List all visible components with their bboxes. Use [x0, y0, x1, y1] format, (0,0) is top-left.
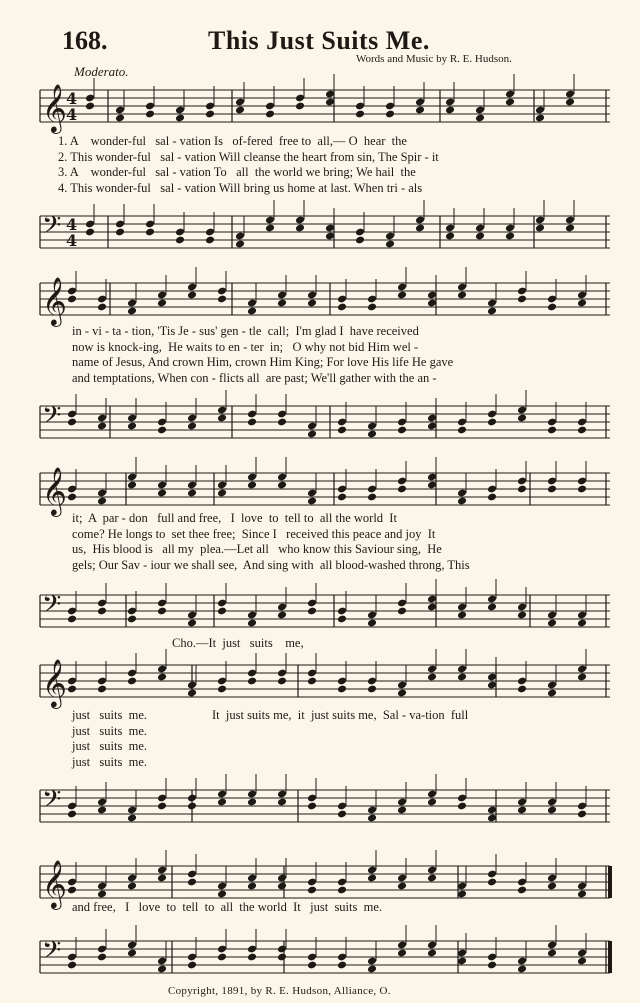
notehead — [577, 957, 587, 966]
verse-4-line: 4. This wonder-ful sal - vation Will bring us home at last. When tri - als — [58, 180, 423, 195]
notehead — [487, 603, 497, 612]
notehead — [157, 299, 167, 308]
notehead — [397, 291, 407, 300]
notehead — [217, 890, 227, 899]
notehead — [157, 965, 167, 974]
verse-2-line: now is knock-ing, He waits to en - ter in; O why not bid Him wel - — [72, 339, 419, 354]
notehead — [175, 114, 185, 123]
notehead — [487, 418, 497, 427]
notehead — [307, 430, 317, 439]
notehead — [127, 307, 137, 316]
notehead — [97, 422, 107, 431]
notehead — [577, 810, 587, 819]
verse-1-line: just suits me. — [72, 708, 148, 722]
bass-staff-1 — [0, 208, 640, 258]
notehead — [277, 677, 287, 686]
notehead — [517, 806, 527, 815]
notehead — [277, 418, 287, 427]
notehead — [547, 426, 557, 435]
notehead — [205, 236, 215, 245]
notehead — [517, 295, 527, 304]
treble-clef-icon: 𝄞 — [42, 859, 67, 908]
notehead — [367, 965, 377, 974]
notehead — [277, 798, 287, 807]
lyrics-block-3 — [72, 511, 470, 573]
treble-clef-icon: 𝄞 — [42, 276, 67, 325]
notehead — [397, 426, 407, 435]
notehead — [247, 619, 257, 628]
notehead — [337, 961, 347, 970]
notehead — [385, 110, 395, 119]
notehead — [367, 619, 377, 628]
notehead — [385, 240, 395, 249]
notehead — [517, 485, 527, 494]
notehead — [307, 677, 317, 686]
notehead — [97, 953, 107, 962]
notehead — [415, 106, 425, 115]
notehead — [307, 497, 317, 506]
notehead — [397, 485, 407, 494]
notehead — [115, 228, 125, 237]
notehead — [217, 953, 227, 962]
lyrics-block-4 — [72, 708, 147, 770]
notehead — [145, 110, 155, 119]
notehead — [307, 299, 317, 308]
chorus-label: Cho.—It just suits me, — [172, 636, 304, 650]
notehead — [217, 607, 227, 616]
notehead — [427, 673, 437, 682]
bass-staff-3 — [0, 587, 640, 637]
notehead — [235, 240, 245, 249]
notehead — [355, 110, 365, 119]
notehead — [67, 961, 77, 970]
copyright-line: Copyright, 1891, by R. E. Hudson, Alliance, O. — [168, 985, 391, 997]
notehead — [457, 611, 467, 620]
notehead — [475, 232, 485, 241]
bass-clef-icon: 𝄢 — [42, 401, 62, 436]
treble-staff-3 — [0, 465, 640, 515]
notehead — [157, 489, 167, 498]
bass-clef-icon: 𝄢 — [42, 590, 62, 625]
treble-staff-2 — [0, 275, 640, 325]
notehead — [187, 802, 197, 811]
notehead — [505, 232, 515, 241]
treble-staff-1 — [0, 82, 640, 132]
notehead — [337, 615, 347, 624]
treble-staff-4 — [0, 657, 640, 707]
chorus-lyric: It just suits me, it just suits me, Sal - va-tion full — [212, 708, 469, 722]
credit-line: Words and Music by R. E. Hudson. — [356, 53, 512, 65]
notehead — [445, 106, 455, 115]
time-signature-digit: 4 — [66, 231, 78, 250]
notehead — [247, 307, 257, 316]
notehead — [367, 493, 377, 502]
notehead — [127, 615, 137, 624]
notehead — [295, 224, 305, 233]
verse-4-line: just suits me. — [72, 754, 148, 769]
notehead — [565, 224, 575, 233]
notehead — [475, 114, 485, 123]
notehead — [157, 607, 167, 616]
notehead — [535, 114, 545, 123]
notehead — [187, 961, 197, 970]
verse-1-line: it; A par - don full and free, I love to tell to all the world It — [72, 511, 397, 525]
notehead — [97, 607, 107, 616]
notehead — [565, 98, 575, 107]
hymn-title: This Just Suits Me. — [208, 26, 430, 55]
notehead — [127, 882, 137, 891]
notehead — [175, 236, 185, 245]
notehead — [157, 673, 167, 682]
notehead — [217, 414, 227, 423]
notehead — [145, 228, 155, 237]
notehead — [427, 949, 437, 958]
notehead — [277, 882, 287, 891]
notehead — [277, 481, 287, 490]
notehead — [247, 418, 257, 427]
notehead — [217, 489, 227, 498]
notehead — [187, 619, 197, 628]
notehead — [577, 673, 587, 682]
notehead — [337, 426, 347, 435]
notehead — [217, 685, 227, 694]
notehead — [67, 810, 77, 819]
notehead — [487, 307, 497, 316]
notehead — [97, 685, 107, 694]
notehead — [127, 949, 137, 958]
treble-clef-icon: 𝄞 — [42, 658, 67, 707]
notehead — [67, 615, 77, 624]
time-signature-digit: 4 — [66, 105, 78, 124]
notehead — [535, 224, 545, 233]
notehead — [187, 489, 197, 498]
notehead — [397, 607, 407, 616]
notehead — [517, 886, 527, 895]
notehead — [577, 426, 587, 435]
bass-clef-icon: 𝄢 — [42, 785, 62, 820]
notehead — [577, 890, 587, 899]
notehead — [337, 303, 347, 312]
notehead — [367, 874, 377, 883]
notehead — [307, 961, 317, 970]
notehead — [517, 685, 527, 694]
verse-2-line: 2. This wonder-ful sal - vation Will cleanse the heart from sin, The Spir - it — [58, 149, 439, 164]
verse-3-line: 3. A wonder-ful sal - vation To all the world we bring; We hail the — [58, 165, 416, 180]
notehead — [265, 224, 275, 233]
verse-1-line: 1. A wonder-ful sal - vation Is of-fered free to all,— O hear the — [58, 134, 407, 148]
notehead — [97, 890, 107, 899]
notehead — [427, 874, 437, 883]
notehead — [547, 303, 557, 312]
verse-3-line: us, His blood is all my plea.—Let all who know this Saviour sing, He — [72, 542, 442, 557]
bass-clef-icon: 𝄢 — [42, 936, 62, 971]
verse-4-line: and temptations, When con - flicts all are past; We'll gather with the an - — [72, 370, 437, 385]
bass-staff-5 — [0, 933, 640, 983]
verse-1-line: in - vi - ta - tion, 'Tis Je - sus' gen - tle call; I'm glad I have received — [72, 324, 419, 338]
chorus-final-line: and free, I love to tell to all the world It just suits me. — [72, 900, 383, 914]
notehead — [187, 689, 197, 698]
notehead — [247, 882, 257, 891]
notehead — [277, 953, 287, 962]
notehead — [487, 961, 497, 970]
treble-clef-icon: 𝄞 — [42, 466, 67, 515]
notehead — [547, 485, 557, 494]
lyrics-block-2 — [72, 324, 453, 386]
notehead — [547, 882, 557, 891]
lyrics-block-5 — [72, 900, 382, 916]
notehead — [355, 236, 365, 245]
notehead — [115, 114, 125, 123]
notehead — [85, 102, 95, 111]
notehead — [487, 878, 497, 887]
notehead — [187, 878, 197, 887]
notehead — [247, 798, 257, 807]
notehead — [337, 886, 347, 895]
notehead — [307, 607, 317, 616]
notehead — [85, 228, 95, 237]
notehead — [157, 874, 167, 883]
notehead — [397, 806, 407, 815]
verse-2-line: come? He longs to set thee free; Since I received this peace and joy It — [72, 526, 436, 541]
notehead — [367, 430, 377, 439]
lyrics-block-1 — [58, 134, 439, 196]
notehead — [235, 106, 245, 115]
notehead — [277, 299, 287, 308]
notehead — [265, 110, 275, 119]
notehead — [67, 493, 77, 502]
notehead — [247, 677, 257, 686]
notehead — [397, 882, 407, 891]
notehead — [457, 497, 467, 506]
bass-staff-2 — [0, 398, 640, 448]
notehead — [547, 806, 557, 815]
notehead — [67, 685, 77, 694]
notehead — [217, 295, 227, 304]
notehead — [517, 965, 527, 974]
notehead — [487, 493, 497, 502]
notehead — [505, 98, 515, 107]
bass-clef-icon: 𝄢 — [42, 211, 62, 246]
notehead — [187, 422, 197, 431]
notehead — [67, 886, 77, 895]
notehead — [547, 689, 557, 698]
notehead — [397, 949, 407, 958]
notehead — [367, 303, 377, 312]
notehead — [457, 673, 467, 682]
notehead — [337, 810, 347, 819]
verse-3-line: name of Jesus, And crown Him, crown Him King; For love His life He gave — [72, 355, 454, 370]
notehead — [247, 953, 257, 962]
notehead — [577, 299, 587, 308]
notehead — [307, 886, 317, 895]
treble-clef-icon: 𝄞 — [42, 83, 67, 132]
notehead — [187, 291, 197, 300]
notehead — [157, 802, 167, 811]
notehead — [97, 497, 107, 506]
notehead — [127, 422, 137, 431]
notehead — [547, 619, 557, 628]
notehead — [367, 685, 377, 694]
notehead — [517, 414, 527, 423]
verse-3-line: just suits me. — [72, 739, 148, 754]
notehead — [517, 611, 527, 620]
notehead — [415, 224, 425, 233]
notehead — [577, 485, 587, 494]
notehead — [157, 426, 167, 435]
verse-4-line: gels; Our Sav - iour we shall see, And sing with all blood-washed throng, This — [72, 557, 470, 572]
notehead — [127, 677, 137, 686]
notehead — [67, 295, 77, 304]
notehead — [67, 418, 77, 427]
time-signature-digit: 4 — [66, 89, 78, 108]
notehead — [397, 689, 407, 698]
notehead — [577, 619, 587, 628]
notehead — [457, 291, 467, 300]
hymn-number: 168. — [62, 26, 108, 55]
notehead — [205, 110, 215, 119]
verse-2-line: just suits me. — [72, 723, 148, 738]
notehead — [97, 303, 107, 312]
notehead — [307, 802, 317, 811]
notehead — [247, 481, 257, 490]
notehead — [337, 493, 347, 502]
time-signature-digit: 4 — [66, 215, 78, 234]
notehead — [367, 814, 377, 823]
notehead — [217, 798, 227, 807]
notehead — [445, 232, 455, 241]
notehead — [337, 685, 347, 694]
notehead — [127, 481, 137, 490]
bass-staff-4 — [0, 782, 640, 832]
notehead — [127, 814, 137, 823]
notehead — [547, 949, 557, 958]
tempo-marking: Moderato. — [74, 64, 129, 79]
notehead — [457, 802, 467, 811]
notehead — [457, 426, 467, 435]
notehead — [295, 102, 305, 111]
notehead — [277, 611, 287, 620]
notehead — [427, 798, 437, 807]
notehead — [97, 806, 107, 815]
